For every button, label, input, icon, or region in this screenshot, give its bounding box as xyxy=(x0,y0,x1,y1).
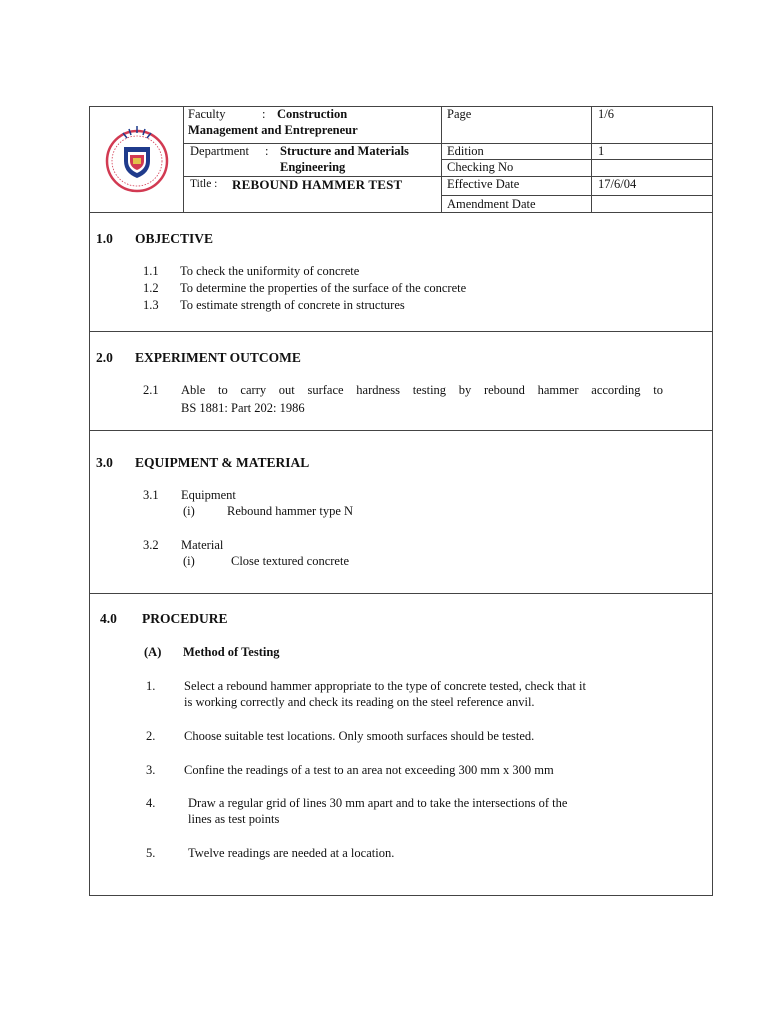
university-logo xyxy=(99,121,175,197)
procedure-sub-number: (A) xyxy=(144,645,162,659)
faculty-value: Construction xyxy=(277,107,348,121)
faculty-value-cont: Management and Entrepreneur xyxy=(188,123,358,137)
equipment-sub-text: Rebound hammer type N xyxy=(227,504,354,518)
edition-value: 1 xyxy=(598,144,605,158)
effective-date-value: 17/6/04 xyxy=(598,177,637,191)
equipment-item-label: Equipment xyxy=(181,488,236,502)
material-item-label: Material xyxy=(181,538,224,552)
objective-item-number: 1.1 xyxy=(143,264,159,278)
objective-number: 1.0 xyxy=(96,231,113,246)
page-value: 1/6 xyxy=(598,107,614,121)
outcome-item-text-cont: BS 1881: Part 202: 1986 xyxy=(181,401,305,415)
faculty-colon: : xyxy=(262,107,266,121)
step-text-cont: lines as test points xyxy=(188,812,280,826)
objective-heading: OBJECTIVE xyxy=(135,231,214,246)
edition-label: Edition xyxy=(447,144,484,158)
title-label: Title : xyxy=(190,178,218,190)
objective-item-number: 1.3 xyxy=(143,298,159,312)
faculty-label: Faculty xyxy=(188,107,226,121)
department-value: Structure and Materials xyxy=(280,144,409,158)
equipment-sub-number: (i) xyxy=(183,504,195,518)
objective-item-text: To estimate strength of concrete in structures xyxy=(180,298,405,312)
objective-item-text: To determine the properties of the surface of the concrete xyxy=(180,281,467,295)
step-text: Choose suitable test locations. Only smooth surfaces should be tested. xyxy=(184,729,535,743)
material-sub-number: (i) xyxy=(183,554,195,568)
outcome-number: 2.0 xyxy=(96,350,113,365)
material-sub-text: Close textured concrete xyxy=(231,554,350,568)
step-number: 1. xyxy=(146,679,156,693)
page-label: Page xyxy=(447,107,472,121)
checking-label: Checking No xyxy=(447,160,514,174)
equipment-number: 3.0 xyxy=(96,455,113,470)
amendment-date-label: Amendment Date xyxy=(447,197,536,211)
equipment-item-number: 3.1 xyxy=(143,488,159,502)
step-number: 5. xyxy=(146,846,156,860)
objective-item-number: 1.2 xyxy=(143,281,159,295)
document-title: REBOUND HAMMER TEST xyxy=(232,177,403,192)
department-colon: : xyxy=(265,144,269,158)
material-item-number: 3.2 xyxy=(143,538,159,552)
outcome-item-text: Able to carry out surface hardness testing by rebound hammer according to xyxy=(181,383,663,397)
step-text: Draw a regular grid of lines 30 mm apart and to take the intersections of the xyxy=(188,796,568,810)
procedure-sub-heading: Method of Testing xyxy=(183,645,280,659)
objective-item-text: To check the uniformity of concrete xyxy=(180,264,360,278)
outcome-item-number: 2.1 xyxy=(143,383,159,397)
effective-date-label: Effective Date xyxy=(447,177,520,191)
equipment-heading: EQUIPMENT & MATERIAL xyxy=(135,455,310,470)
procedure-heading: PROCEDURE xyxy=(142,611,228,626)
step-number: 2. xyxy=(146,729,156,743)
outcome-heading: EXPERIMENT OUTCOME xyxy=(135,350,301,365)
step-number: 4. xyxy=(146,796,156,810)
step-text-cont: is working correctly and check its reading on the steel reference anvil. xyxy=(184,695,535,709)
department-value-cont: Engineering xyxy=(280,160,346,174)
step-number: 3. xyxy=(146,763,156,777)
step-text: Select a rebound hammer appropriate to the type of concrete tested, check that it xyxy=(184,679,586,693)
department-label: Department xyxy=(190,144,250,158)
step-text: Confine the readings of a test to an area not exceeding 300 mm x 300 mm xyxy=(184,763,554,777)
procedure-number: 4.0 xyxy=(100,611,117,626)
step-text: Twelve readings are needed at a location. xyxy=(188,846,395,860)
